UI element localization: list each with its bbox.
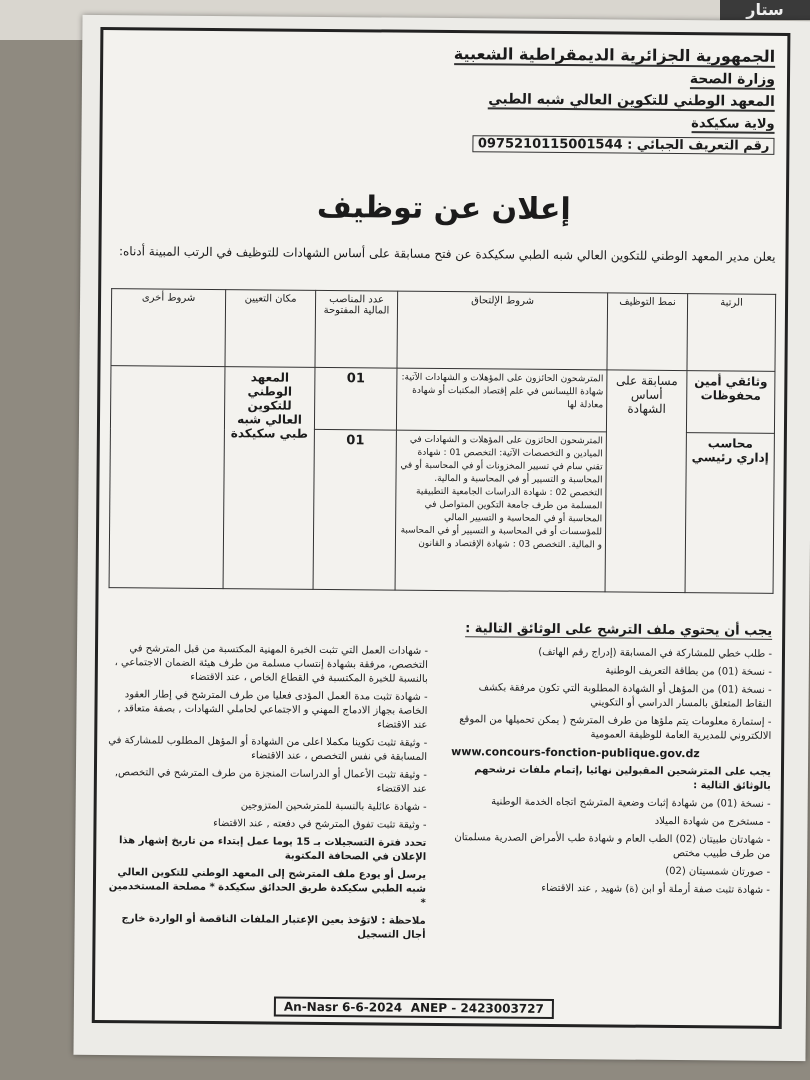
list-item: - نسخة (01) من المؤهل أو الشهادة المطلوبة التي تكون مرفقة بكشف النقاط المتعلق بالمسار الدراسي أو التكويني (478, 682, 772, 710)
left-column (105, 642, 428, 947)
place-cell: المعهد الوطني للتكوين العالي شبه طبي سكيكدة (223, 367, 315, 590)
list-item: - وثيقة تثبت تفوق المترشح في دفعته , عند الاقتضاء (213, 817, 427, 831)
other-cell (109, 366, 225, 589)
files-title: يجب أن يحتوي ملف الترشح على الوثائق التالية : (465, 621, 773, 639)
positions-cell: 01 (313, 429, 396, 590)
table-header-row (111, 289, 776, 372)
footer-box (274, 997, 554, 1019)
header-block (354, 42, 775, 156)
header-wilaya: ولاية سكيكدة (691, 116, 775, 132)
list-item: - شهادة تثبت صفة أرملة أو ابن (ة) شهيد , عند الاقتضاء (541, 882, 770, 896)
header-tax-id: رقم التعريف الجبائي : 0975210115001544 (473, 135, 775, 155)
list-item: - نسخة (01) من بطاقة التعريف الوطنية (605, 665, 772, 678)
header-ministry: وزارة الصحة (689, 71, 776, 88)
conditions-cell: المترشحون الحائزون على المؤهلات و الشهادات الآتية: شهادة الليسانس في علم إقتصاد المكتبات أو شهادة معادلة لها (396, 368, 607, 432)
table-row (110, 366, 775, 434)
footer-newspaper: An-Nasr 6-6-2024 (283, 999, 403, 1015)
list-item: ملاحظة : لاتؤخذ بعين الإعتبار الملفات الناقصة أو الواردة خارج أجال التسجيل (121, 913, 426, 941)
header-positions: عدد المناصب المالية المفتوحة (315, 290, 398, 368)
header-mode: نمط التوظيف (607, 293, 688, 371)
website-url[interactable]: www.concours-fonction-publique.gov.dz (451, 745, 700, 761)
list-item: - شهادة تثبت مدة العمل المؤدى فعليا من طرف المترشح في إطار العقود الخاصة بجهاز الادماج المهني و الاجتماعي لحاملي الشهادات , بصفة متعاقد , عند الاقتضاء (117, 689, 428, 731)
list-item: - وثيقة تثبت الأعمال أو الدراسات المنجزة من طرف المترشح في التخصص, عند الاقتضاء (114, 767, 427, 795)
announcement-title: إعلان عن توظيف (316, 189, 571, 228)
list-item: - نسخة (01) من شهادة إثبات وضعية المترشح اتجاه الخدمة الوطنية (491, 796, 771, 810)
header-conditions: شروط الإلتحاق (397, 291, 608, 370)
rank-cell: وثائقي أمين محفوظات (686, 371, 775, 434)
announcement-intro: يعلن مدير المعهد الوطني للتكوين العالي شبه الطبي سكيكدة عن فتح مسابقة على أساس الشهادات للتوظيف في الرتب المبينة أدناه: (118, 244, 776, 264)
header-place: مكان التعيين (225, 290, 316, 368)
list-item: - مستخرج من شهادة الميلاد (654, 815, 771, 828)
list-item: - شهادات العمل التي تثبت الخبرة المهنية المكتسبة من قبل المترشح في التخصص، مرفقة بشهادة إنتساب مسلمة من طرف هيئة الضمان الاجتماعي ، بالنسبة للخبرة المكتسبة في القطاع الخاص ، عند الاقتضاء (114, 643, 429, 685)
newspaper-corner: ستار (720, 0, 810, 20)
list-item: يرسل أو يودع ملف المترشح إلى المعهد الوطني للتكوين العالي شبه الطبي سكيكدة طريق الحدائق سكيكدة * مصلحة المستخدمين * (108, 867, 427, 909)
list-item: - شهادة عائلية بالنسبة للمترشحين المتزوجين (240, 800, 427, 813)
conditions-cell: المترشحون الحائزون على المؤهلات و الشهادات في الميادين و التخصصات الآتية: التخصص 01 : شهادة تقني سام في تسيير المخزونات أو في المحاسبة أو في المحاسبة و التسيير أو في المحاسبة و المالية. التخصص 02 : شهادة الدراسات الجامعية التطبيقية المسلمة من طرف جامعة التكوين المتواصل في المحاسبة أو في المحاسبة و التسيير المالي للمؤسسات أو في المحاسبة و التسيير أو في المحاسبة و المالية. التخصص 03 : شهادة الإقتصاد و القانون (395, 430, 606, 592)
newspaper-page (73, 15, 810, 1061)
list-item: يجب على المترشحين المقبولين نهائيا ,إتمام ملفات ترشحهم بالوثائق التالية : (474, 764, 772, 792)
list-item: - شهادتان طبيتان (02) الطب العام و شهادة طب الأمراض الصدرية مسلمتان من طرف طبيب مختص (454, 832, 771, 860)
header-republic: الجمهورية الجزائرية الديمقراطية الشعبية (453, 44, 776, 66)
list-item: - صورتان شمسيتان (02) (665, 865, 771, 878)
header-institute: المعهد الوطني للتكوين العالي شبه الطبي (488, 91, 775, 110)
footer-anep: ANEP - 2423003727 (410, 1000, 544, 1016)
list-item: - طلب خطي للمشاركة في المسابقة (إدراج رقم الهاتف) (538, 646, 773, 660)
mode-cell: مسابقة على أساس الشهادة (605, 370, 687, 593)
positions-table (109, 288, 777, 594)
header-rank: الرتبة (687, 294, 776, 372)
list-item: - إستمارة معلومات يتم ملؤها من طرف المترشح ( يمكن تحميلها من الموقع الالكتروني للمديرية العامة للوظيفة العمومية (459, 714, 772, 742)
announcement-frame (92, 27, 791, 1029)
list-item: تحدد فترة التسجيلات بـ 15 يوما عمل إبتداء من تاريخ إشهار هذا الإعلان في الصحافة المكتوبة (118, 835, 427, 863)
right-column (450, 645, 772, 902)
rank-cell: محاسب إداري رئيسي (685, 433, 774, 594)
header-other: شروط أخرى (111, 289, 226, 367)
list-item: - وثيقة تثبت تكوينا مكملا اعلى من الشهادة أو المؤهل المطلوب للمشاركة في المسابقة في نفس التخصص ، عند الاقتضاء (108, 735, 428, 763)
positions-cell: 01 (314, 367, 397, 430)
